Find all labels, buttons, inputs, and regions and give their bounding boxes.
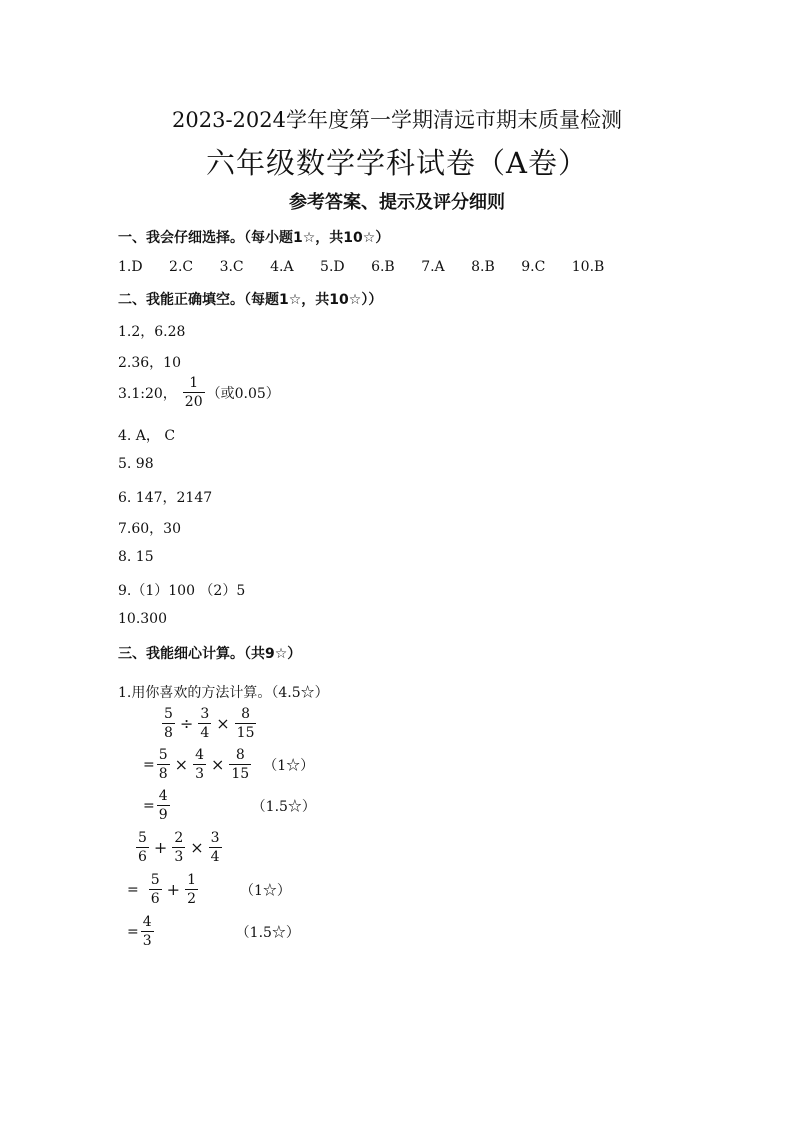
divide-sign: ÷: [179, 714, 194, 733]
fill-answer-7: 7.60，30: [118, 521, 181, 537]
numerator: 4: [142, 914, 152, 930]
numerator: 3: [210, 830, 220, 846]
fill-answer-2: 2.36，10: [118, 355, 181, 371]
score-note: （1☆）: [239, 882, 291, 899]
fill-answer-9: 9.（1）100 （2）5: [118, 583, 246, 599]
fill-answer-1: 1.2，6.28: [118, 324, 186, 340]
denominator: 15: [231, 766, 250, 782]
denominator: 4: [210, 849, 220, 865]
multiply-sign: ×: [174, 755, 189, 774]
numerator: 8: [235, 747, 245, 763]
denominator: 6: [138, 849, 147, 865]
section3-title: 三、我能细心计算。（共9☆）: [118, 646, 302, 662]
mc-answer-6: 6.B: [371, 259, 395, 275]
answer-key-title: 参考答案、提示及评分细则: [289, 192, 505, 213]
section1-answers: [118, 259, 626, 275]
fraction: [235, 706, 257, 741]
fraction: [209, 830, 222, 865]
exam-title-line1: 2023-2024学年度第一学期清远市期末质量检测: [172, 108, 622, 132]
calc1-step1: [143, 747, 314, 782]
denominator: 2: [187, 891, 196, 907]
mc-answer-5: 5.D: [320, 259, 345, 275]
fraction: [157, 747, 170, 782]
mc-answer-2: 2.C: [169, 259, 194, 275]
equals-sign: =: [143, 756, 155, 773]
fraction: [149, 872, 162, 907]
fraction: [172, 830, 185, 865]
numerator: 2: [174, 830, 184, 846]
equals-sign: =: [127, 881, 139, 898]
denominator: 20: [184, 394, 203, 410]
numerator: 5: [138, 830, 147, 846]
denominator: 6: [150, 891, 160, 907]
fraction: [141, 914, 154, 949]
mc-answer-9: 9.C: [521, 259, 546, 275]
numerator: 4: [195, 747, 204, 763]
score-note: （1.5☆）: [235, 924, 300, 941]
calc1-step2: [143, 788, 316, 823]
fraction: [136, 830, 149, 865]
fraction: [229, 747, 251, 782]
denominator: 8: [164, 725, 173, 741]
equals-sign: =: [143, 797, 155, 814]
mc-answer-7: 7.A: [421, 259, 445, 275]
mc-answer-4: 4.A: [270, 259, 294, 275]
mc-answer-8: 8.B: [471, 259, 495, 275]
fill-answer-3-suffix: （或0.05）: [206, 385, 280, 402]
multiply-sign: ×: [216, 714, 230, 733]
denominator: 3: [142, 933, 152, 949]
numerator: 1: [189, 375, 199, 391]
fraction: [157, 788, 170, 823]
section2-title: 二、我能正确填空。（每题1☆，共10☆））: [118, 292, 383, 308]
numerator: 5: [164, 706, 173, 722]
calc2-expression: [134, 830, 224, 865]
denominator: 8: [158, 766, 168, 782]
denominator: 9: [158, 807, 168, 823]
mc-answer-3: 3.C: [219, 259, 244, 275]
score-note: （1☆）: [263, 757, 315, 774]
equals-sign: =: [127, 923, 139, 940]
fraction: [185, 872, 198, 907]
plus-sign: +: [153, 838, 168, 857]
numerator: 5: [150, 872, 160, 888]
calc-subtitle: 1.用你喜欢的方法计算。（4.5☆）: [118, 685, 329, 701]
denominator: 3: [195, 766, 204, 782]
exam-title-line2: 六年级数学学科试卷（A卷）: [206, 146, 588, 180]
denominator: 3: [174, 849, 184, 865]
fill-answer-3: [118, 375, 280, 410]
fill-answer-6: 6. 147，2147: [118, 490, 213, 506]
numerator: 1: [187, 872, 196, 888]
fraction: [198, 706, 211, 741]
fill-answer-5: 5. 98: [118, 456, 154, 472]
denominator: 4: [200, 725, 210, 741]
score-note: （1.5☆）: [251, 798, 316, 815]
plus-sign: +: [166, 880, 181, 899]
fill-answer-4: 4. A， C: [118, 428, 176, 444]
fraction: [183, 375, 205, 410]
fraction: [162, 706, 175, 741]
calc2-step2: [127, 914, 300, 949]
numerator: 8: [241, 706, 251, 722]
calc2-step1: [127, 872, 291, 907]
fraction: [193, 747, 206, 782]
numerator: 3: [200, 706, 210, 722]
numerator: 5: [158, 747, 168, 763]
denominator: 15: [236, 725, 255, 741]
calc1-expression: [160, 706, 258, 741]
multiply-sign: ×: [190, 838, 204, 857]
fill-answer-10: 10.300: [118, 611, 167, 627]
fill-answer-8: 8. 15: [118, 549, 154, 565]
multiply-sign: ×: [210, 755, 225, 774]
mc-answer-10: 10.B: [571, 259, 605, 275]
fill-answer-3-prefix: 3.1:20，: [118, 385, 177, 402]
section1-title: 一、我会仔细选择。（每小题1☆，共10☆）: [118, 230, 390, 246]
mc-answer-1: 1.D: [118, 259, 143, 275]
numerator: 4: [158, 788, 168, 804]
